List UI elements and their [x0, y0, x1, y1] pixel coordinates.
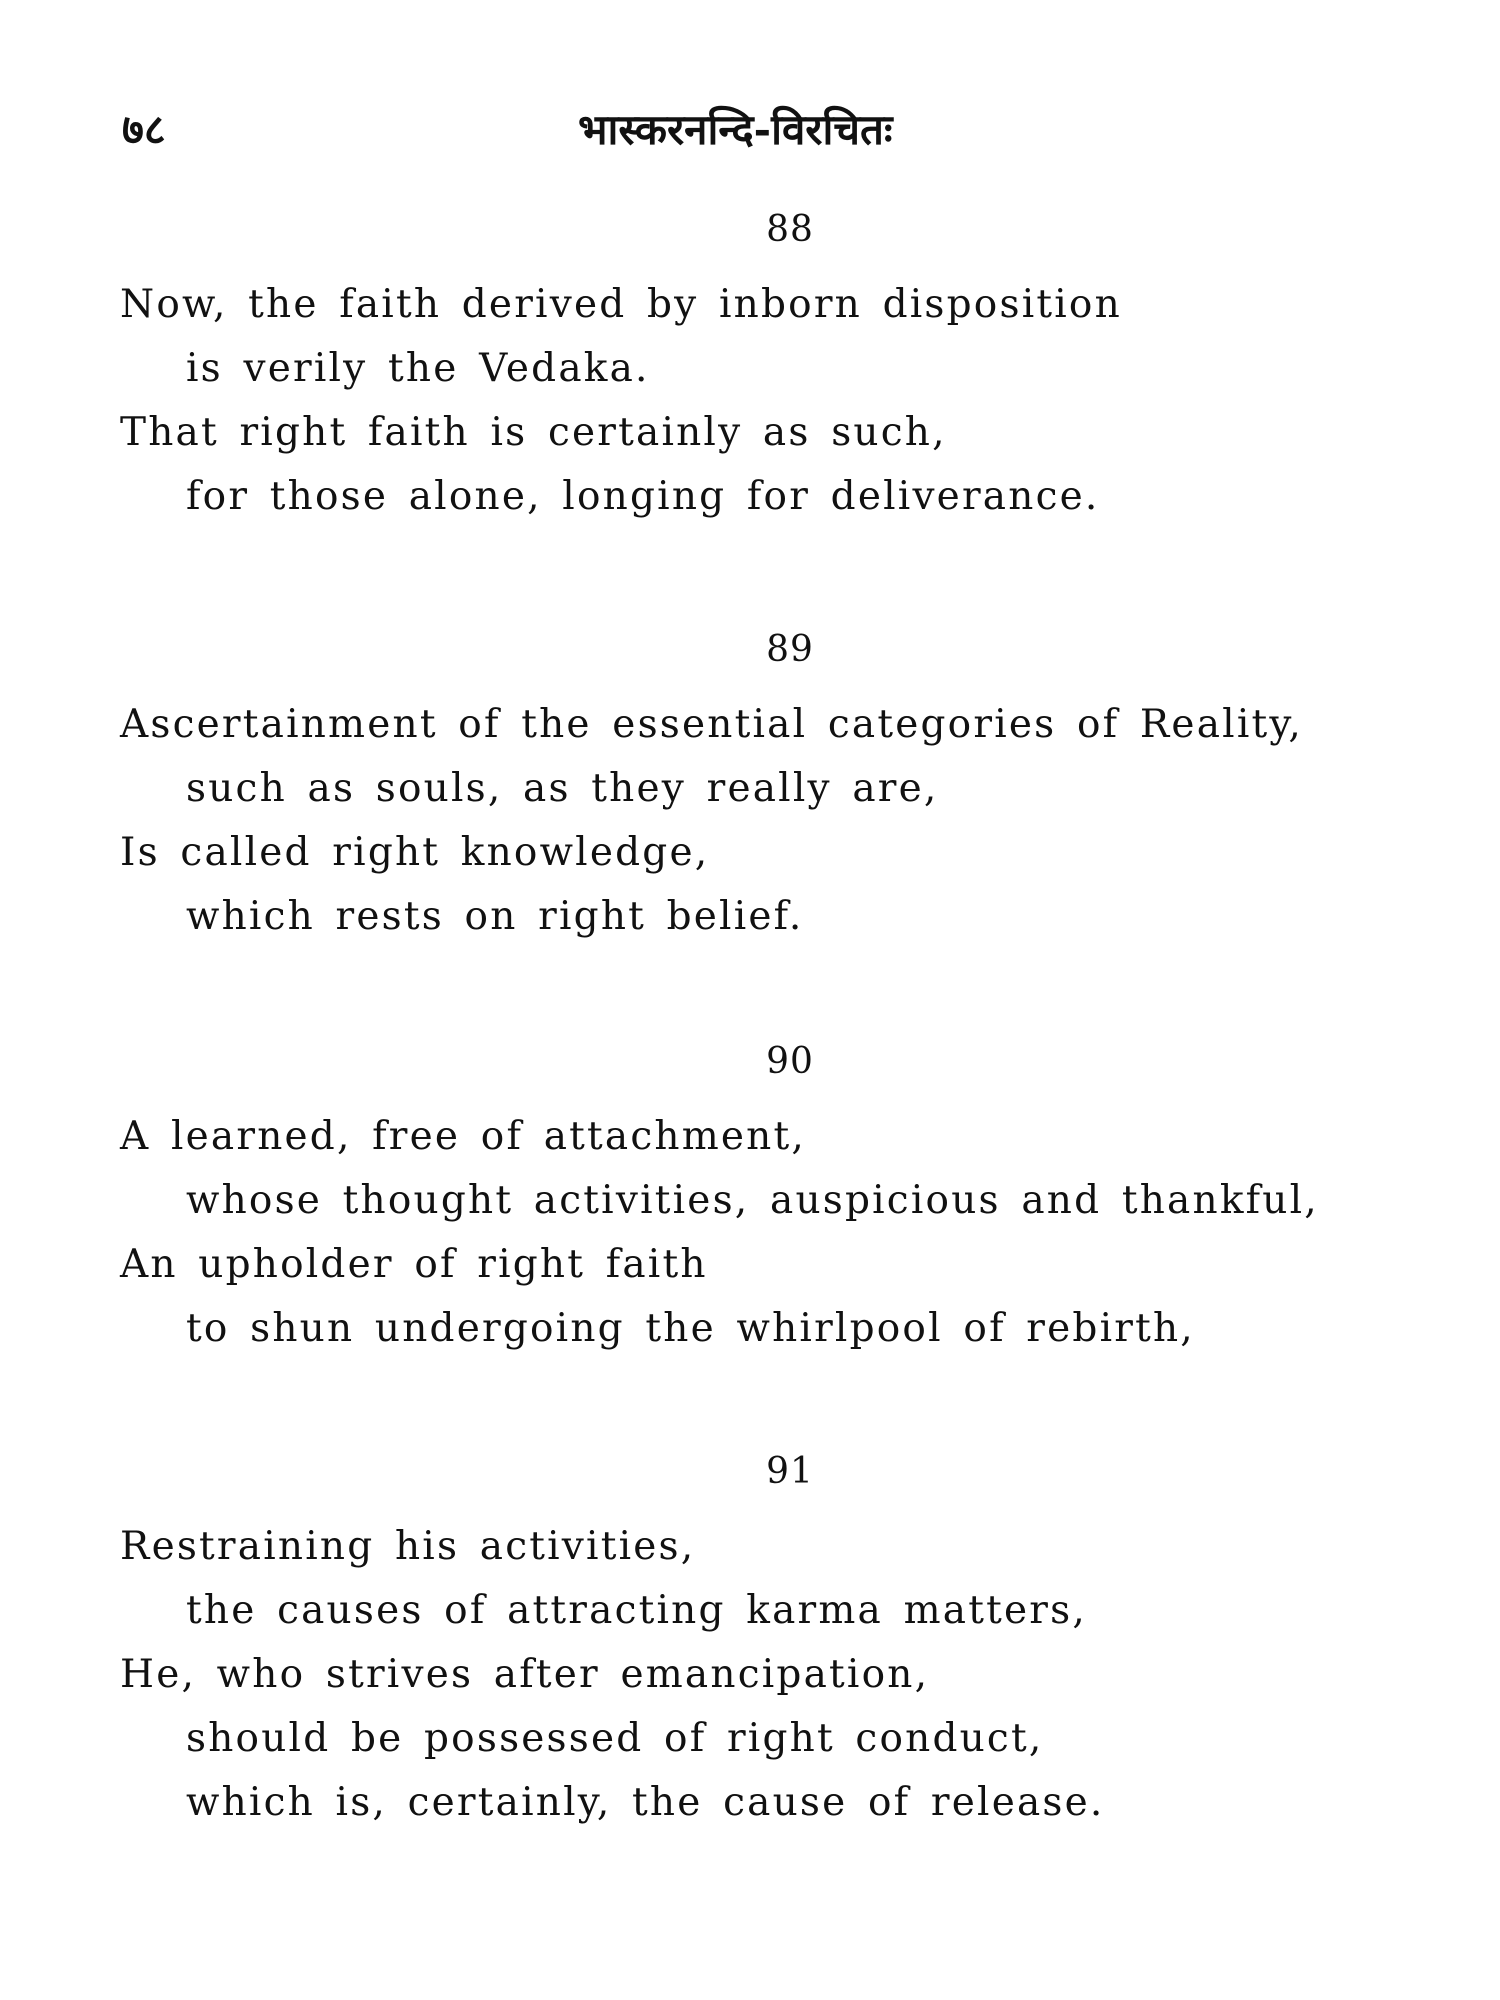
verse-line: such as souls, as they really are, [186, 766, 939, 811]
verse-line: Ascertainment of the essential categories of Reality, [120, 702, 1304, 747]
verse-line: A learned, free of attachment, [120, 1114, 806, 1159]
verse-line: Now, the faith derived by inborn disposition [120, 282, 1122, 327]
verse-number: 89 [766, 629, 814, 670]
verse-line: the causes of attracting karma matters, [186, 1588, 1087, 1633]
page-header [0, 100, 1500, 170]
verse-line: That right faith is certainly as such, [120, 410, 947, 455]
verse-line: Is called right knowledge, [120, 830, 710, 875]
page-number: ७८ [122, 105, 166, 154]
verse-line: Restraining his activities, [120, 1524, 696, 1569]
verse-line: which rests on right belief. [186, 894, 804, 939]
verse-line: An upholder of right faith [120, 1242, 708, 1287]
verse-line: which is, certainly, the cause of release. [186, 1780, 1105, 1825]
verse-line: He, who strives after emancipation, [120, 1652, 930, 1697]
verse-line: is verily the Vedaka. [186, 346, 650, 391]
verse-line: for those alone, longing for deliverance. [186, 474, 1100, 519]
verse-line: should be possessed of right conduct, [186, 1716, 1044, 1761]
running-title: भास्करनन्दि-विरचितः [578, 105, 893, 154]
verse-number: 88 [766, 209, 814, 250]
verse-number: 90 [766, 1041, 814, 1082]
verse-line: to shun undergoing the whirlpool of rebirth, [186, 1306, 1195, 1351]
verse-line: whose thought activities, auspicious and thankful, [186, 1178, 1319, 1223]
verse-number: 91 [766, 1451, 814, 1492]
